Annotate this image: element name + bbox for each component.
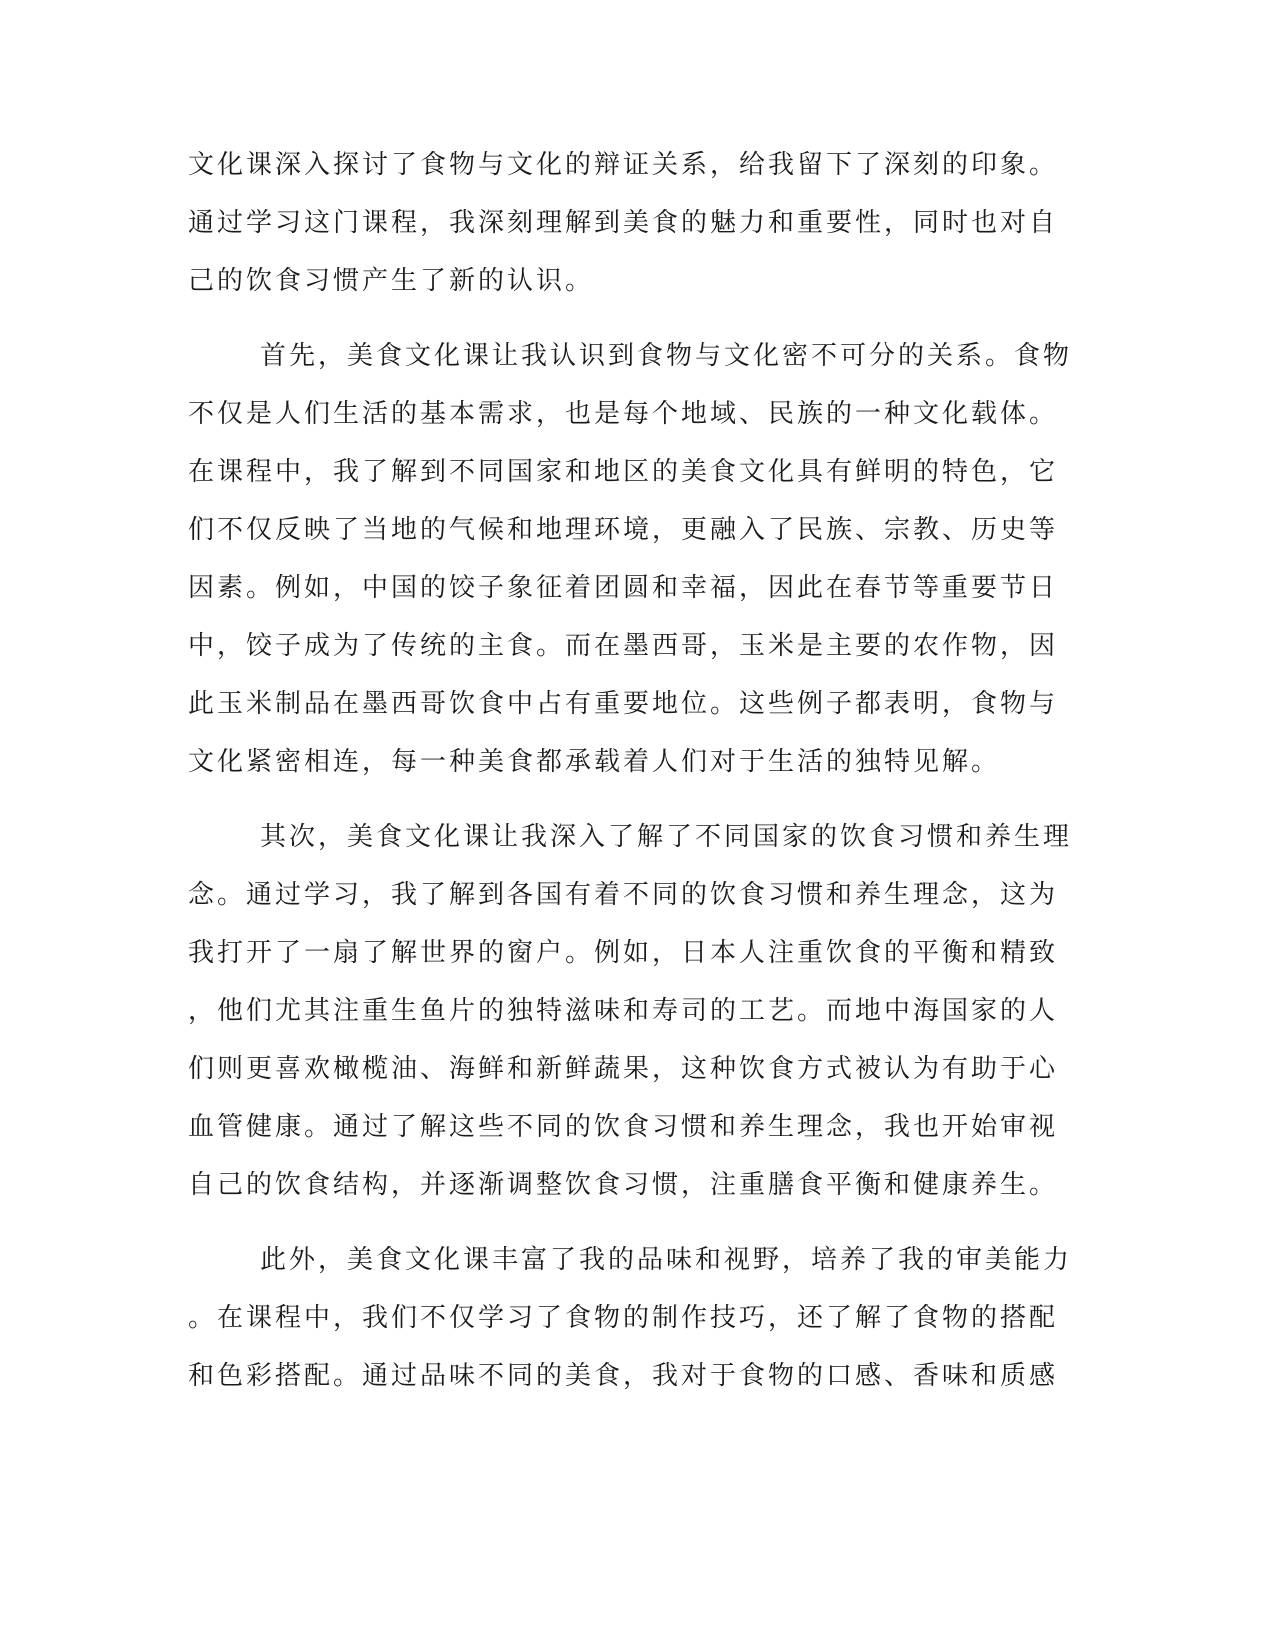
text-line: 不仅是人们生活的基本需求，也是每个地域、民族的一种文化载体。 <box>188 399 1059 429</box>
paragraph-first-line: 其次，美食文化课让我深入了解了不同国家的饮食习惯和养生理 <box>260 822 1073 852</box>
text-line: 们则更喜欢橄榄油、海鲜和新鲜蔬果，这种饮食方式被认为有助于心 <box>188 1054 1059 1084</box>
text-line: 己的饮食习惯产生了新的认识。 <box>188 266 595 296</box>
text-line: 因素。例如，中国的饺子象征着团圆和幸福，因此在春节等重要节日 <box>188 573 1059 603</box>
text-line: 此玉米制品在墨西哥饮食中占有重要地位。这些例子都表明，食物与 <box>188 689 1059 719</box>
text-line: 在课程中，我了解到不同国家和地区的美食文化具有鲜明的特色，它 <box>188 457 1059 487</box>
text-line: 和色彩搭配。通过品味不同的美食，我对于食物的口感、香味和质感 <box>188 1361 1059 1391</box>
text-line: 中，饺子成为了传统的主食。而在墨西哥，玉米是主要的农作物，因 <box>188 631 1059 661</box>
text-line: 我打开了一扇了解世界的窗户。例如，日本人注重饮食的平衡和精致 <box>188 938 1059 968</box>
paragraph-first-line: 首先，美食文化课让我认识到食物与文化密不可分的关系。食物 <box>260 341 1073 371</box>
text-line: ，他们尤其注重生鱼片的独特滋味和寿司的工艺。而地中海国家的人 <box>188 996 1059 1026</box>
text-line: 自己的饮食结构，并逐渐调整饮食习惯，注重膳食平衡和健康养生。 <box>188 1170 1059 1200</box>
text-line: 通过学习这门课程，我深刻理解到美食的魅力和重要性，同时也对自 <box>188 208 1059 238</box>
text-line: 念。通过学习，我了解到各国有着不同的饮食习惯和养生理念，这为 <box>188 880 1059 910</box>
text-line: 血管健康。通过了解这些不同的饮食习惯和养生理念，我也开始审视 <box>188 1112 1059 1142</box>
text-line: 文化课深入探讨了食物与文化的辩证关系，给我留下了深刻的印象。 <box>188 150 1059 180</box>
paragraph-first-line: 此外，美食文化课丰富了我的品味和视野，培养了我的审美能力 <box>260 1245 1073 1275</box>
text-line: 们不仅反映了当地的气候和地理环境，更融入了民族、宗教、历史等 <box>188 515 1059 545</box>
text-line: 。在课程中，我们不仅学习了食物的制作技巧，还了解了食物的搭配 <box>188 1303 1059 1333</box>
text-line: 文化紧密相连，每一种美食都承载着人们对于生活的独特见解。 <box>188 747 1001 777</box>
